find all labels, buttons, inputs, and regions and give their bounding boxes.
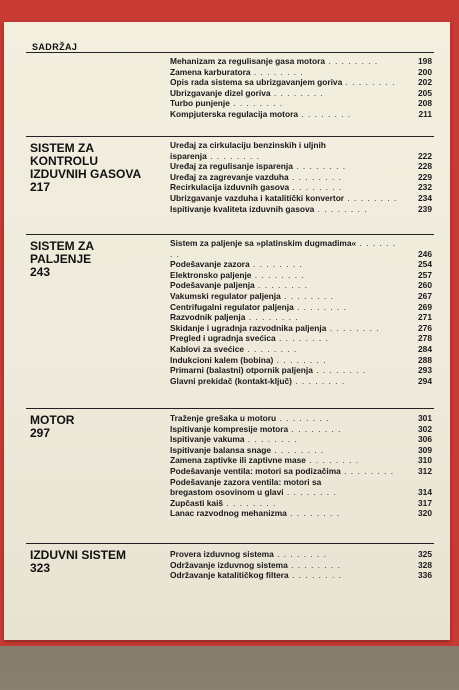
leader-dots: . . . . . . . .	[298, 108, 352, 119]
entry-title: Provera izduvnog sistema . . . . . . . .	[170, 549, 328, 559]
toc-entries	[170, 549, 432, 581]
entry-title: Mehanizam za regulisanje gasa motora . . . . . . . .	[170, 56, 379, 66]
entry-title: Elektronsko paljenje . . . . . . . .	[170, 269, 305, 280]
header-rule	[26, 52, 434, 53]
toc-entries	[170, 238, 432, 386]
toc-entry	[170, 344, 432, 355]
toc-entry	[170, 570, 432, 581]
leader-dots: . . . . . . . .	[293, 301, 348, 312]
toc-entry	[170, 270, 432, 281]
toc-entry	[170, 280, 432, 291]
leader-dots: . . . . . . . .	[344, 192, 398, 203]
page-number: 260	[418, 280, 432, 291]
leader-dots: . . . . . . . .	[276, 413, 330, 423]
leader-dots: . . . . . . . .	[312, 365, 367, 376]
toc-entry	[170, 98, 432, 109]
leader-dots: . . . . . . . .	[326, 322, 380, 333]
leader-dots: . . . . . . . .	[244, 434, 298, 445]
entry-title: Zamena zaptivke ili zaptivne mase . . . . . . . .	[170, 455, 360, 466]
toc-entry	[170, 291, 432, 302]
page-number: 228	[418, 161, 432, 172]
toc-entry	[170, 140, 432, 161]
toc-entry	[170, 161, 432, 172]
page-number: 293	[418, 365, 432, 376]
page-number: 222	[418, 150, 432, 161]
page-number: 257	[418, 269, 432, 280]
leader-dots: . . . . . . . .	[286, 508, 341, 519]
page-number: 208	[418, 98, 432, 109]
page-number: 246	[418, 248, 432, 259]
leader-dots: . . . . . . . .	[254, 280, 308, 291]
toc-entries	[170, 413, 432, 519]
leader-dots: . . . . . . . .	[340, 465, 395, 476]
entry-title: Sistem za paljenje sa »platinskim dugmadima« . . . . . . . .	[170, 238, 397, 259]
toc-entry	[170, 466, 432, 477]
entry-title: Ispitivanje vakuma . . . . . . . .	[170, 434, 298, 445]
section-title: MOTOR 297	[30, 413, 75, 440]
entry-title: Razvodnik paljenja . . . . . . . .	[170, 312, 299, 323]
leader-dots: . . . . . . . .	[244, 343, 298, 354]
leader-dots: . . . . . . . .	[291, 375, 346, 386]
leader-dots: . . . . . . . .	[289, 182, 343, 193]
toc-entry	[170, 88, 432, 99]
entry-title: Ubrizgavanje vazduha i katalitički konvertor . . . . . . . .	[170, 192, 398, 203]
toc-entry	[170, 172, 432, 183]
toc-entry	[170, 302, 432, 313]
toc-entry	[170, 109, 432, 120]
leader-dots: . . . . . . . .	[314, 203, 368, 214]
leader-dots: . . . . . . . .	[249, 259, 303, 270]
leader-dots: . . . . . . . .	[288, 171, 342, 182]
toc-entry	[170, 77, 432, 88]
toc-entry	[170, 365, 432, 376]
entry-title: Kompjuterska regulacija motora . . . . . . . .	[170, 108, 352, 119]
book-page	[4, 22, 450, 640]
toc-entry	[170, 376, 432, 387]
entry-title: Podešavanje ventila: motori sa podizačima . . . . . . . .	[170, 465, 395, 476]
page-number: 328	[418, 559, 432, 570]
page-number: 269	[418, 301, 432, 312]
page-number: 288	[418, 354, 432, 365]
entry-title: Vakumski regulator paljenja . . . . . . . .	[170, 290, 335, 301]
leader-dots: . . . . . . . .	[305, 455, 360, 466]
toc-entry	[170, 182, 432, 193]
section-rule	[26, 543, 434, 544]
entry-title: Zupčasti kaiš . . . . . . . .	[170, 497, 277, 508]
entry-title: Opis rada sistema sa ubrizgavanjem goriva . . . . . . . .	[170, 77, 396, 88]
entry-title: Lanac razvodnog mehanizma . . . . . . . .	[170, 508, 341, 519]
leader-dots: . . . . . . . .	[170, 238, 397, 259]
toc-entry	[170, 477, 432, 498]
page-number: 309	[418, 444, 432, 455]
page-number: 232	[418, 182, 432, 193]
entry-title: Zamena karburatora . . . . . . . .	[170, 66, 304, 77]
toc-entry	[170, 204, 432, 215]
section-title: SISTEM ZA KONTROLU IZDUVNIH GASOVA 217	[30, 141, 142, 194]
entry-title: Glavni prekidač (kontakt-ključ) . . . . . . . .	[170, 375, 346, 386]
page-number: 320	[418, 508, 432, 519]
leader-dots: . . . . . . . .	[280, 290, 335, 301]
entry-title: Centrifugalni regulator paljenja . . . . . . . .	[170, 301, 348, 312]
toc-entry	[170, 259, 432, 270]
entry-title: Pregled i ugradnja svećica . . . . . . . .	[170, 333, 329, 344]
page-number: 205	[418, 87, 432, 98]
page-number: 314	[418, 487, 432, 498]
section-rule	[26, 136, 434, 137]
toc-entry	[170, 323, 432, 334]
toc-entry	[170, 355, 432, 366]
page-number: 310	[418, 455, 432, 466]
page-number: 276	[418, 322, 432, 333]
toc-entry	[170, 238, 432, 259]
entry-title: Ispitivanje balansa snage . . . . . . . .	[170, 444, 325, 455]
section-rule	[26, 408, 434, 409]
page-number: 278	[418, 333, 432, 344]
page-number: 317	[418, 497, 432, 508]
entry-title: Podešavanje zazora . . . . . . . .	[170, 259, 303, 270]
section-rule	[26, 234, 434, 235]
page-number: 202	[418, 77, 432, 88]
page-number: 306	[418, 434, 432, 445]
entry-title: Kablovi za svećice . . . . . . . .	[170, 343, 298, 354]
leader-dots: . . . . . . . .	[287, 559, 341, 570]
entry-title: Ubrizgavanje dizel goriva . . . . . . . .	[170, 87, 324, 98]
leader-dots: . . . . . . . .	[245, 312, 299, 323]
entry-title: Primarni (balastni) otpornik paljenja . . . . . . . .	[170, 365, 367, 376]
entry-title: Održavanje izduvnog sistema . . . . . . . .	[170, 559, 341, 570]
toc-entry	[170, 312, 432, 323]
page-number: 271	[418, 312, 432, 323]
entry-title: Uređaj za regulisanje isparenja . . . . . . . .	[170, 161, 347, 172]
page-number: 229	[418, 171, 432, 182]
page-number: 302	[418, 423, 432, 434]
leader-dots: . . . . . . . .	[223, 497, 277, 508]
entry-title: Održavanje katalitičkog filtera . . . . . . . .	[170, 570, 342, 581]
leader-dots: . . . . . . . .	[288, 570, 342, 581]
page-header: SADRŽAJ	[32, 42, 78, 52]
page-number: 284	[418, 343, 432, 354]
toc-entry	[170, 508, 432, 519]
leader-dots: . . . . . . . .	[251, 269, 305, 280]
entry-title: Indukcioni kalem (bobina) . . . . . . . .	[170, 354, 327, 365]
page-number: 267	[418, 290, 432, 301]
page-number: 254	[418, 259, 432, 270]
section-title: IZDUVNI SISTEM 323	[30, 548, 127, 575]
entry-title: Uređaj za cirkulaciju benzinskih i uljnih isparenja . . . . . . . .	[170, 140, 326, 161]
leader-dots: . . . . . . . .	[273, 549, 328, 559]
toc-entry	[170, 67, 432, 78]
toc-entry	[170, 549, 432, 560]
toc-entry	[170, 455, 432, 466]
leader-dots: . . . . . . . .	[229, 98, 284, 109]
page-number: 336	[418, 570, 432, 581]
leader-dots: . . . . . . . .	[206, 150, 261, 161]
entry-title: Skidanje i ugradnja razvodnika paljenja . . . . . . . .	[170, 322, 380, 333]
toc-entry	[170, 445, 432, 456]
entry-title: Podešavanje paljenja . . . . . . . .	[170, 280, 308, 291]
toc-entry	[170, 498, 432, 509]
page-number: 325	[418, 549, 432, 559]
leader-dots: . . . . . . . .	[270, 87, 324, 98]
page-number: 239	[418, 203, 432, 214]
toc-entry	[170, 193, 432, 204]
page-number: 198	[418, 56, 432, 66]
entry-title: Podešavanje zazora ventila: motori sa bregastom osovinom u glavi . . . . . . . .	[170, 476, 337, 498]
page-number: 312	[418, 465, 432, 476]
leader-dots: . . . . . . . .	[283, 487, 337, 498]
toc-entry	[170, 333, 432, 344]
toc-entry	[170, 560, 432, 571]
page-number: 211	[418, 108, 432, 119]
toc-entry	[170, 424, 432, 435]
entry-title: Recirkulacija izduvnih gasova . . . . . . . .	[170, 182, 343, 193]
toc-entries	[170, 140, 432, 214]
leader-dots: . . . . . . . .	[250, 66, 304, 77]
page-number: 200	[418, 66, 432, 77]
toc-entries	[170, 56, 432, 120]
leader-dots: . . . . . . . .	[275, 333, 329, 344]
page-number: 301	[418, 413, 432, 423]
leader-dots: . . . . . . . .	[288, 423, 342, 434]
leader-dots: . . . . . . . .	[325, 56, 379, 66]
toc-entry	[170, 413, 432, 424]
page-number: 234	[418, 192, 432, 203]
leader-dots: . . . . . . . .	[271, 444, 325, 455]
toc-entry	[170, 434, 432, 445]
entry-title: Traženje grešaka u motoru . . . . . . . .	[170, 413, 330, 423]
entry-title: Ispitivanje kompresije motora . . . . . . . .	[170, 423, 342, 434]
leader-dots: . . . . . . . .	[292, 161, 347, 172]
entry-title: Uređaj za zagrevanje vazduha . . . . . . . .	[170, 171, 342, 182]
entry-title: Turbo punjenje . . . . . . . .	[170, 98, 284, 109]
section-title: SISTEM ZA PALJENJE 243	[30, 239, 95, 279]
toc-entry	[170, 56, 432, 67]
leader-dots: . . . . . . . .	[273, 354, 327, 365]
leader-dots: . . . . . . . .	[342, 77, 396, 88]
entry-title: Ispitivanje kvaliteta izduvnih gasova . . . . . . . .	[170, 203, 368, 214]
page-number: 294	[418, 375, 432, 386]
